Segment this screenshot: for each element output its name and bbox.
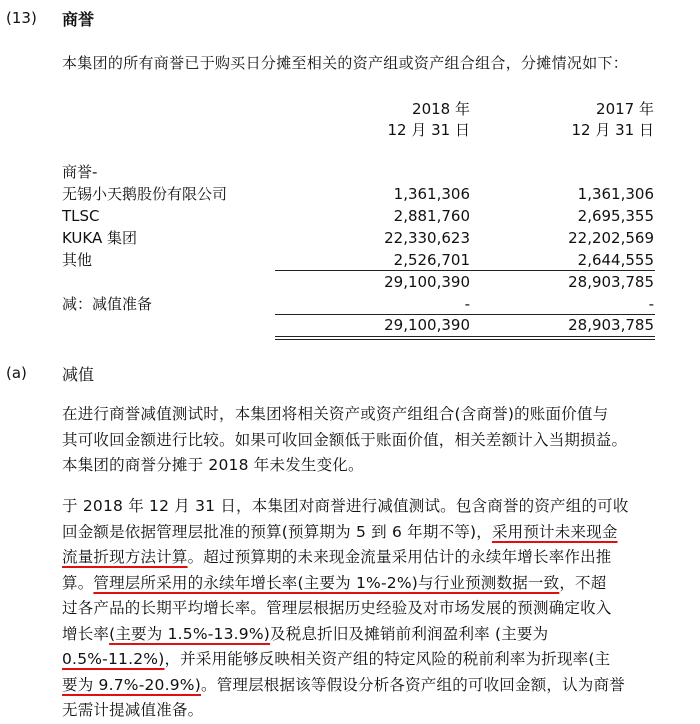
row-label: TLSC bbox=[62, 207, 100, 225]
paragraph-line: 本集团的商誉分摊于 2018 年未发生变化。 bbox=[62, 456, 364, 474]
col-header-2017-year: 2017 年 bbox=[596, 100, 654, 118]
impairment-value-2018: - bbox=[464, 295, 470, 313]
impairment-paragraph-1 bbox=[62, 402, 690, 479]
paragraph-line: 要为 9.7%-20.9%)。管理层根据该等假设分析各资产组的可收回金额，认为商誉 bbox=[62, 675, 625, 694]
paragraph-line: 算。管理层所采用的永续年增长率(主要为 1%-2%)与行业预测数据一致，不超 bbox=[62, 573, 607, 592]
goodwill-group-label: 商誉- bbox=[62, 163, 98, 181]
row-value-2018: 2,881,760 bbox=[393, 207, 470, 225]
row-value-2017: 1,361,306 bbox=[577, 185, 654, 203]
paragraph-line: 回金额是依据管理层批准的预算(预算期为 5 到 6 年期不等)，采用预计未来现金 bbox=[62, 522, 618, 541]
subtotal-value-2017: 28,903,785 bbox=[568, 273, 654, 291]
paragraph-line: 于 2018 年 12 月 31 日，本集团对商誉进行减值测试。包含商誉的资产组的可收 bbox=[62, 497, 629, 515]
total-value-2018: 29,100,390 bbox=[384, 316, 470, 334]
row-value-2018: 1,361,306 bbox=[393, 185, 470, 203]
section-number: (13) bbox=[6, 9, 37, 27]
paragraph-line: 0.5%-11.2%)，并采用能够反映相关资产组的特定风险的税前利率为折现率(主 bbox=[62, 650, 611, 668]
subsection-label: (a) bbox=[6, 364, 27, 382]
total-double-rule-bottom bbox=[275, 339, 655, 340]
subsection-title: 减值 bbox=[62, 365, 95, 384]
highlighted-text: 流量折现方法计算 bbox=[62, 548, 188, 566]
row-value-2017: 2,644,555 bbox=[577, 251, 654, 269]
highlighted-text: 要为 9.7%-20.9%) bbox=[62, 675, 201, 694]
paragraph-line: 流量折现方法计算。超过预算期的未来现金流量采用估计的永续年增长率作出推 bbox=[62, 548, 612, 566]
subtotal-value-2018: 29,100,390 bbox=[384, 273, 470, 291]
total-value-2017: 28,903,785 bbox=[568, 316, 654, 334]
row-value-2017: 22,202,569 bbox=[568, 229, 654, 247]
impairment-value-2017: - bbox=[648, 295, 654, 313]
row-value-2017: 2,695,355 bbox=[577, 207, 654, 225]
row-label: 无锡小天鹅股份有限公司 bbox=[62, 185, 228, 203]
highlighted-text: 0.5%-11.2%) bbox=[62, 650, 165, 668]
intro-text: 本集团的所有商誉已于购买日分摊至相关的资产组或资产组合组合，分摊情况如下： bbox=[62, 54, 629, 72]
highlighted-text: (主要为 1.5%-13.9%) bbox=[109, 624, 271, 643]
col-header-2018-year: 2018 年 bbox=[412, 100, 470, 118]
subtotal-rule bbox=[275, 270, 655, 271]
paragraph-line: 无需计提减值准备。 bbox=[62, 701, 204, 719]
section-title: 商誉 bbox=[62, 10, 95, 29]
row-label: 其他 bbox=[62, 251, 93, 269]
col-header-2017-date: 12 月 31 日 bbox=[571, 121, 654, 139]
row-value-2018: 22,330,623 bbox=[384, 229, 470, 247]
impairment-paragraph-2 bbox=[62, 494, 690, 724]
paragraph-line: 其可收回金额进行比较。如果可收回金额低于账面价值，相关差额计入当期损益。 bbox=[62, 430, 628, 449]
paragraph-line: 过各产品的长期平均增长率。管理层根据历史经验及对市场发展的预测确定收入 bbox=[62, 599, 612, 617]
col-header-2018-date: 12 月 31 日 bbox=[387, 121, 470, 139]
paragraph-line: 增长率(主要为 1.5%-13.9%)及税息折旧及摊销前利润盈利率 (主要为 bbox=[62, 624, 549, 643]
paragraph-line: 在进行商誉减值测试时，本集团将相关资产或资产组组合(含商誉)的账面价值与 bbox=[62, 405, 609, 423]
total-double-rule-top bbox=[275, 336, 655, 337]
row-value-2018: 2,526,701 bbox=[393, 251, 470, 269]
highlighted-text: 采用预计未来现金 bbox=[491, 522, 618, 541]
highlighted-text: 管理层所采用的永续年增长率(主要为 1%-2%)与行业预测数据一致 bbox=[93, 573, 560, 592]
impairment-label: 减：减值准备 bbox=[62, 295, 153, 313]
row-label: KUKA 集团 bbox=[62, 229, 138, 247]
